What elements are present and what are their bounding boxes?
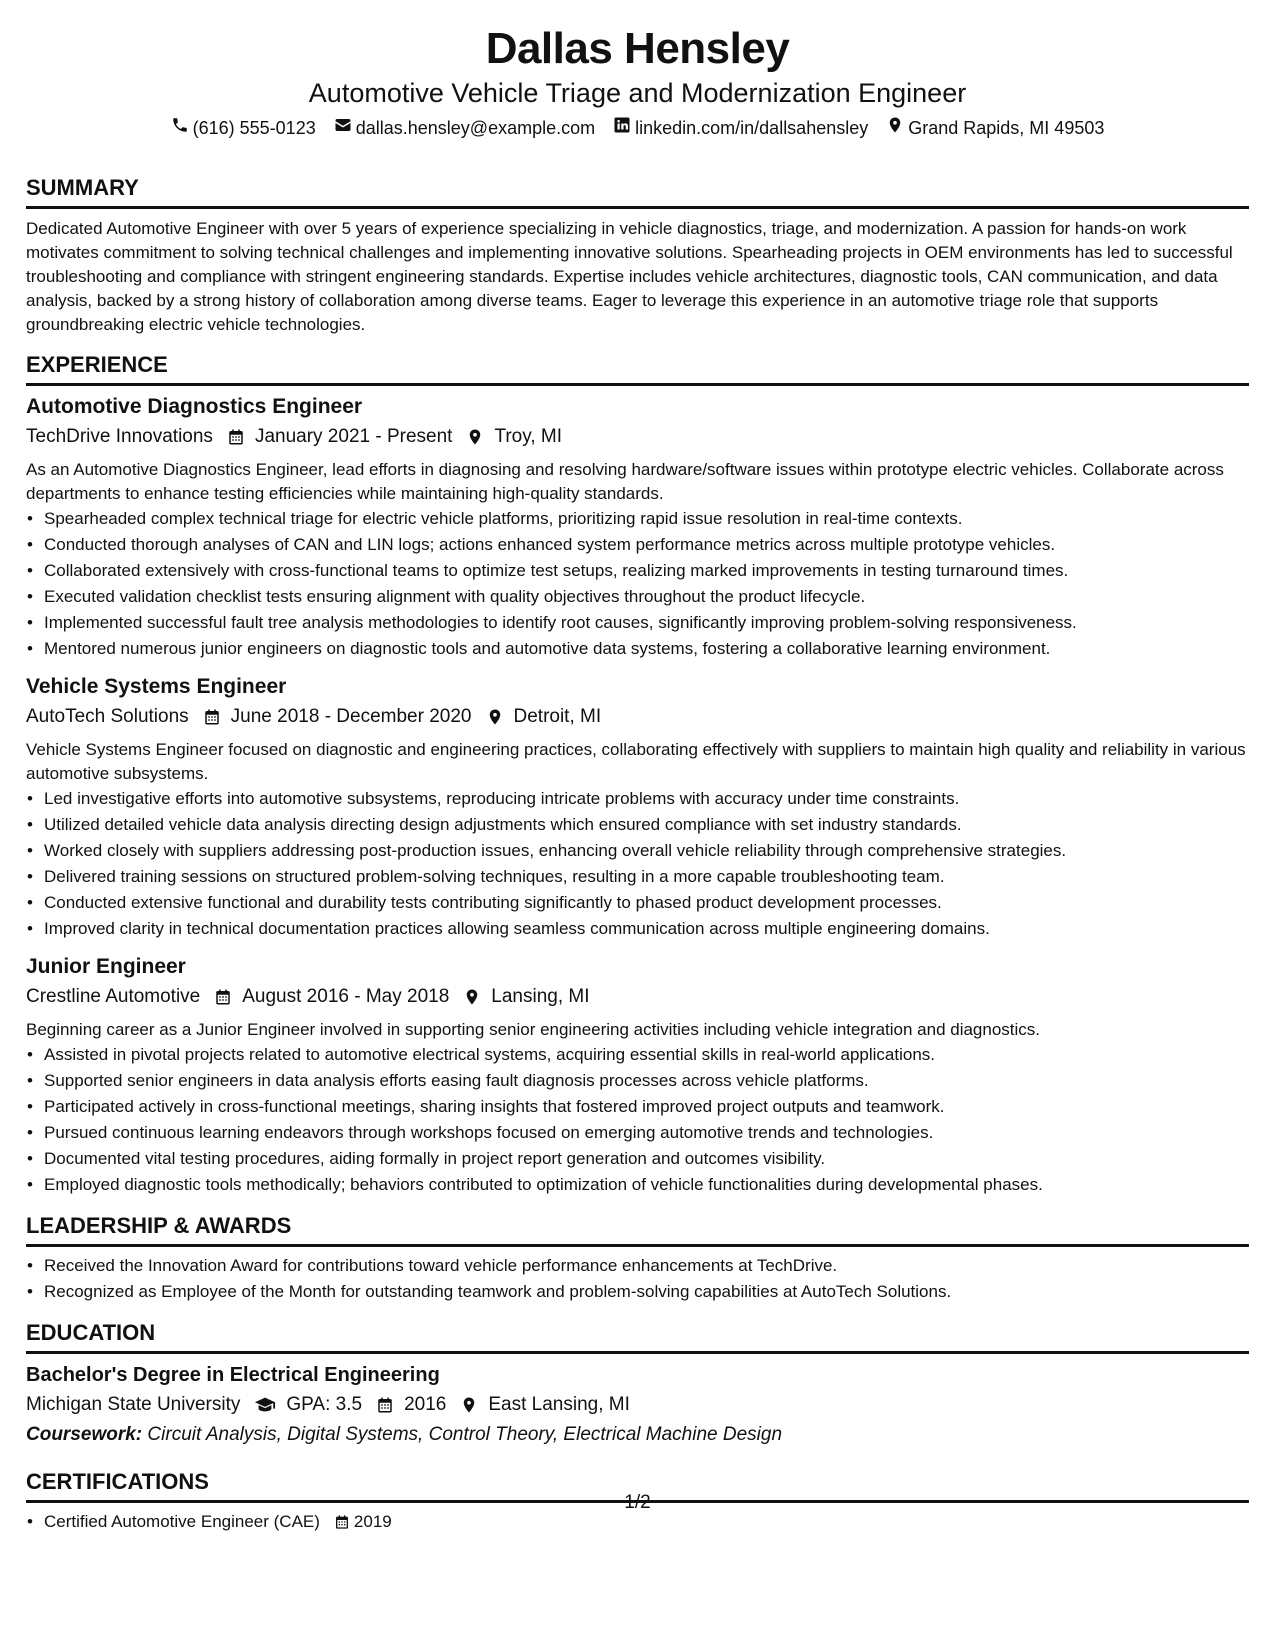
candidate-title: Automotive Vehicle Triage and Modernization Engineer bbox=[308, 78, 967, 108]
list-item: • Collaborated extensively with cross-functional teams to optimize test setups, realizing marked improvements in testing turnaround times. bbox=[44, 558, 1249, 584]
list-item: • Spearheaded complex technical triage for electric vehicle platforms, prioritizing rapid issue resolution in real-time contexts. bbox=[44, 506, 1249, 532]
contact-phone bbox=[171, 116, 316, 140]
map-marker-icon bbox=[460, 1396, 478, 1414]
degree-title: Bachelor's Degree in Electrical Engineering bbox=[26, 1364, 440, 1386]
map-marker-icon bbox=[466, 428, 484, 446]
job-meta bbox=[26, 422, 1249, 452]
job-entry bbox=[26, 952, 1249, 1198]
job-entry bbox=[26, 672, 1249, 942]
calendar-icon bbox=[227, 428, 245, 446]
education-section bbox=[26, 1319, 1249, 1450]
job-dates: August 2016 - May 2018 bbox=[242, 986, 450, 1007]
linkedin-text[interactable]: linkedin.com/in/dallsahensley bbox=[635, 118, 869, 138]
list-item: • Conducted extensive functional and durability tests contributing significantly to phased product development processes. bbox=[44, 890, 1249, 916]
job-title: Automotive Diagnostics Engineer bbox=[26, 395, 363, 418]
calendar-icon bbox=[320, 1514, 354, 1530]
list-item: • Utilized detailed vehicle data analysis directing design adjustments which ensured compliance with set industry standards. bbox=[44, 812, 1249, 838]
job-location: Troy, MI bbox=[494, 426, 563, 447]
job-dates: January 2021 - Present bbox=[254, 426, 453, 447]
list-item: • Mentored numerous junior engineers on diagnostic tools and automotive data systems, fostering a collaborative learning environment. bbox=[44, 636, 1249, 662]
list-item: • Assisted in pivotal projects related to automotive electrical systems, acquiring essential skills in real-world applications. bbox=[44, 1042, 1249, 1068]
contact-location bbox=[886, 116, 1104, 140]
list-item: • Delivered training sessions on structured problem-solving techniques, resulting in a more capable troubleshooting team. bbox=[44, 864, 1249, 890]
graduation-year: 2016 bbox=[404, 1394, 447, 1415]
company-name: TechDrive Innovations bbox=[26, 426, 213, 447]
cert-year: 2019 bbox=[353, 1512, 392, 1531]
job-meta bbox=[26, 702, 1249, 732]
calendar-icon bbox=[214, 988, 232, 1006]
job-bullets bbox=[26, 1042, 1249, 1198]
company-name: Crestline Automotive bbox=[26, 986, 201, 1007]
summary-section bbox=[26, 174, 1249, 337]
education-entry bbox=[26, 1360, 1249, 1450]
list-item: • Received the Innovation Award for contributions toward vehicle performance enhancements at TechDrive. bbox=[44, 1253, 1249, 1279]
section-heading: EDUCATION bbox=[26, 1319, 1249, 1354]
job-description: Vehicle Systems Engineer focused on diagnostic and engineering practices, collaborating effectively with suppliers to maintain high quality and reliability in various automotive subsystems. bbox=[26, 740, 1246, 783]
section-heading: CERTIFICATIONS bbox=[26, 1468, 1249, 1503]
company-name: AutoTech Solutions bbox=[26, 706, 189, 727]
job-title: Vehicle Systems Engineer bbox=[26, 675, 287, 698]
job-description: As an Automotive Diagnostics Engineer, lead efforts in diagnosing and resolving hardware/software issues within prototype electric vehicles. Collaborate across departments to enhance testing efficiencies while maintaining high-quality standards. bbox=[26, 460, 1224, 503]
email-text[interactable]: dallas.hensley@example.com bbox=[355, 118, 596, 138]
contact-email[interactable] bbox=[334, 116, 595, 140]
job-title: Junior Engineer bbox=[26, 955, 186, 978]
job-dates: June 2018 - December 2020 bbox=[230, 706, 472, 727]
school-name: Michigan State University bbox=[26, 1394, 241, 1415]
education-meta bbox=[26, 1390, 1249, 1420]
resume-page bbox=[26, 0, 1249, 1535]
candidate-name: Dallas Hensley bbox=[485, 24, 790, 73]
coursework-label: Coursework: bbox=[26, 1424, 143, 1445]
school-location: East Lansing, MI bbox=[488, 1394, 630, 1415]
job-entry bbox=[26, 392, 1249, 662]
list-item: • Supported senior engineers in data analysis efforts easing fault diagnosis processes across vehicle platforms. bbox=[44, 1068, 1249, 1094]
page-number: 1/2 bbox=[624, 1492, 651, 1513]
list-item: • Employed diagnostic tools methodically; behaviors contributed to optimization of vehicle functionalities during developmental phases. bbox=[44, 1172, 1249, 1198]
leadership-section bbox=[26, 1212, 1249, 1305]
map-marker-icon bbox=[886, 116, 904, 140]
section-heading: SUMMARY bbox=[26, 174, 1249, 209]
section-heading: EXPERIENCE bbox=[26, 351, 1249, 386]
location-text: Grand Rapids, MI 49503 bbox=[908, 118, 1105, 138]
coursework-list: Circuit Analysis, Digital Systems, Control Theory, Electrical Machine Design bbox=[147, 1424, 783, 1445]
job-meta bbox=[26, 982, 1249, 1012]
list-item: • Led investigative efforts into automotive subsystems, reproducing intricate problems with accuracy under time constraints. bbox=[44, 786, 1249, 812]
experience-section bbox=[26, 351, 1249, 1198]
map-marker-icon bbox=[463, 988, 481, 1006]
job-location: Detroit, MI bbox=[513, 706, 602, 727]
list-item: • Implemented successful fault tree analysis methodologies to identify root causes, significantly improving problem-solving responsiveness. bbox=[44, 610, 1249, 636]
calendar-icon bbox=[376, 1396, 394, 1414]
job-location: Lansing, MI bbox=[491, 986, 590, 1007]
contact-linkedin[interactable] bbox=[613, 116, 868, 140]
calendar-icon bbox=[203, 708, 221, 726]
phone-icon bbox=[171, 116, 189, 140]
list-item: • Documented vital testing procedures, aiding formally in project report generation and outcomes visibility. bbox=[44, 1146, 1249, 1172]
list-item: • Conducted thorough analyses of CAN and LIN logs; actions enhanced system performance metrics across multiple prototype vehicles. bbox=[44, 532, 1249, 558]
job-description: Beginning career as a Junior Engineer involved in supporting senior engineering activities including vehicle integration and diagnostics. bbox=[26, 1020, 1041, 1039]
leadership-list bbox=[26, 1253, 1249, 1305]
map-marker-icon bbox=[486, 708, 504, 726]
section-heading: LEADERSHIP & AWARDS bbox=[26, 1212, 1249, 1247]
list-item: • Pursued continuous learning endeavors through workshops focused on emerging automotive trends and technologies. bbox=[44, 1120, 1249, 1146]
linkedin-icon bbox=[613, 116, 631, 140]
cert-name: • Certified Automotive Engineer (CAE) bbox=[44, 1512, 320, 1531]
phone-text: (616) 555-0123 bbox=[192, 118, 316, 138]
list-item: • Improved clarity in technical documentation practices allowing seamless communication across multiple engineering domains. bbox=[44, 916, 1249, 942]
resume-header bbox=[26, 22, 1249, 140]
list-item: • Worked closely with suppliers addressing post-production issues, enhancing overall vehicle reliability through comprehensive strategies. bbox=[44, 838, 1249, 864]
contact-row bbox=[26, 116, 1249, 140]
coursework bbox=[26, 1420, 1249, 1450]
envelope-icon bbox=[334, 116, 352, 140]
list-item: • Participated actively in cross-functional meetings, sharing insights that fostered improved project outputs and teamwork. bbox=[44, 1094, 1249, 1120]
gpa: GPA: 3.5 bbox=[286, 1394, 363, 1415]
job-bullets bbox=[26, 786, 1249, 942]
graduation-cap-icon bbox=[254, 1394, 276, 1416]
job-bullets bbox=[26, 506, 1249, 662]
list-item: • Executed validation checklist tests ensuring alignment with quality objectives throughout the product lifecycle. bbox=[44, 584, 1249, 610]
list-item: • Recognized as Employee of the Month for outstanding teamwork and problem-solving capabilities at AutoTech Solutions. bbox=[44, 1279, 1249, 1305]
summary-text: Dedicated Automotive Engineer with over 5 years of experience specializing in vehicle diagnostics, triage, and modernization. A passion for hands-on work motivates commitment to solving technical challenges and implementing innovative solutions. Spearheading projects in OEM environments has led to successful troubleshooting and compliance with stringent engineering standards. Expertise includes vehicle architectures, diagnostic tools, CAN communication, and data analysis, backed by a strong history of collaboration among diverse teams. Eager to leverage this experience in an automotive triage role that supports groundbreaking electric vehicle technologies. bbox=[26, 219, 1233, 334]
